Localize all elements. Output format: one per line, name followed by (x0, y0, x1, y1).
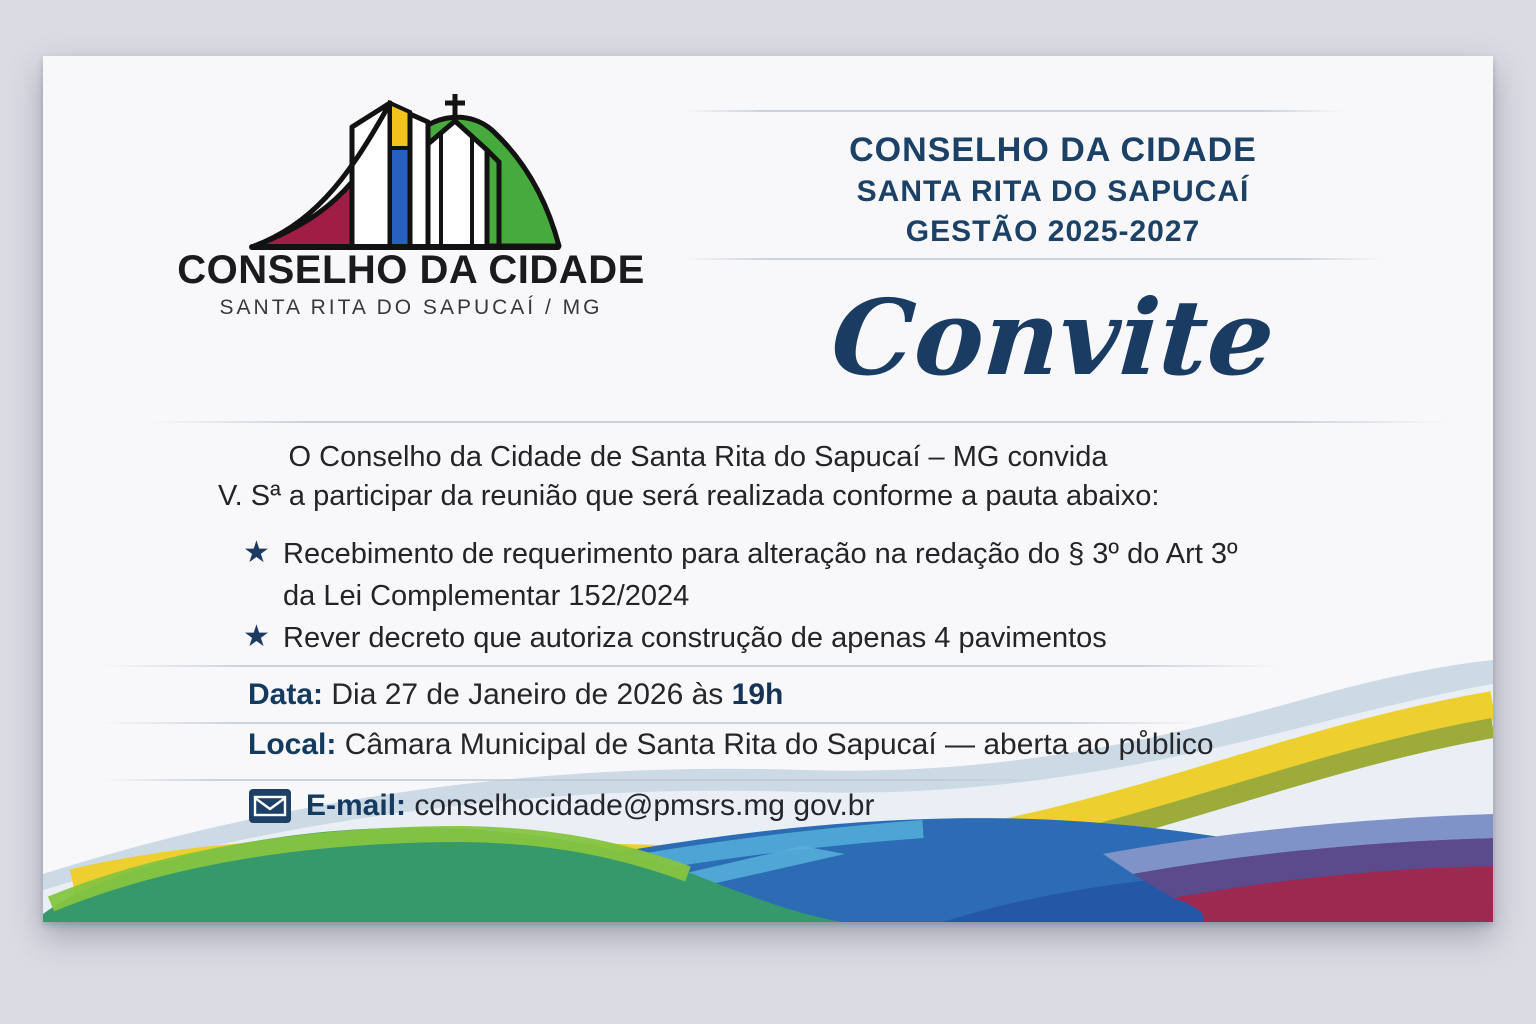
logo-subtitle: SANTA RITA DO SAPUCAÍ / MG (219, 296, 603, 319)
details-divider-2 (101, 722, 1201, 724)
header-line1: CONSELHO DA CIDADE (849, 131, 1257, 169)
location-row (248, 728, 1214, 762)
agenda-item-1 (283, 533, 1238, 617)
wave-decoration (43, 622, 1493, 922)
location-value: Câmara Municipal de Santa Rita do Sapucaí — aberta ao půblico (344, 728, 1214, 761)
header-top-divider (683, 110, 1343, 112)
date-time: 19h (731, 678, 784, 711)
email-row (248, 788, 874, 824)
header-bottom-divider (683, 258, 1383, 260)
invitation-card (43, 56, 1493, 922)
date-value: Dia 27 de Janeiro de 2026 às (331, 678, 724, 711)
logo-wordmark-bold: CIDADE (488, 248, 645, 292)
location-label: Local: (248, 728, 337, 761)
star-bullet-icon: ★ (243, 536, 270, 569)
intro-line1: O Conselho da Cidade de Santa Rita do Sapucaí – MG convida (288, 441, 1108, 473)
agenda-item-1-line1: Recebimento de requerimento para alteração na redação do § 3º do Art 3º (283, 538, 1238, 570)
email-address: conselhocidade@pmsrs.mg gov.br (414, 789, 875, 822)
email-label: E-mail: (306, 789, 407, 822)
star-bullet-icon: ★ (243, 620, 270, 653)
date-label: Data: (248, 678, 324, 711)
invitation-title: Convite (827, 276, 1279, 399)
logo-wordmark (161, 248, 661, 293)
conselho-da-cidade-logo-icon (240, 90, 570, 260)
envelope-icon (248, 788, 292, 824)
details-divider-1 (101, 665, 1281, 667)
agenda-item-1-line2: da Lei Complementar 152/2024 (283, 580, 690, 612)
agenda-item-2: Rever decreto que autoriza construção de apenas 4 pavimentos (283, 622, 1107, 654)
header-line2: SANTA RITA DO SAPUCAÍ (856, 175, 1250, 208)
intro-line2: V. Sª a participar da reunião que será realizada conforme a pauta abaixo: (218, 480, 1160, 512)
details-divider-3 (101, 779, 1051, 781)
title-divider (148, 421, 1448, 423)
date-row (248, 678, 783, 712)
header-line3: GESTÃO 2025-2027 (905, 215, 1201, 248)
header-block (743, 128, 1363, 252)
logo-wordmark-regular: CONSELHO DA (177, 248, 489, 292)
